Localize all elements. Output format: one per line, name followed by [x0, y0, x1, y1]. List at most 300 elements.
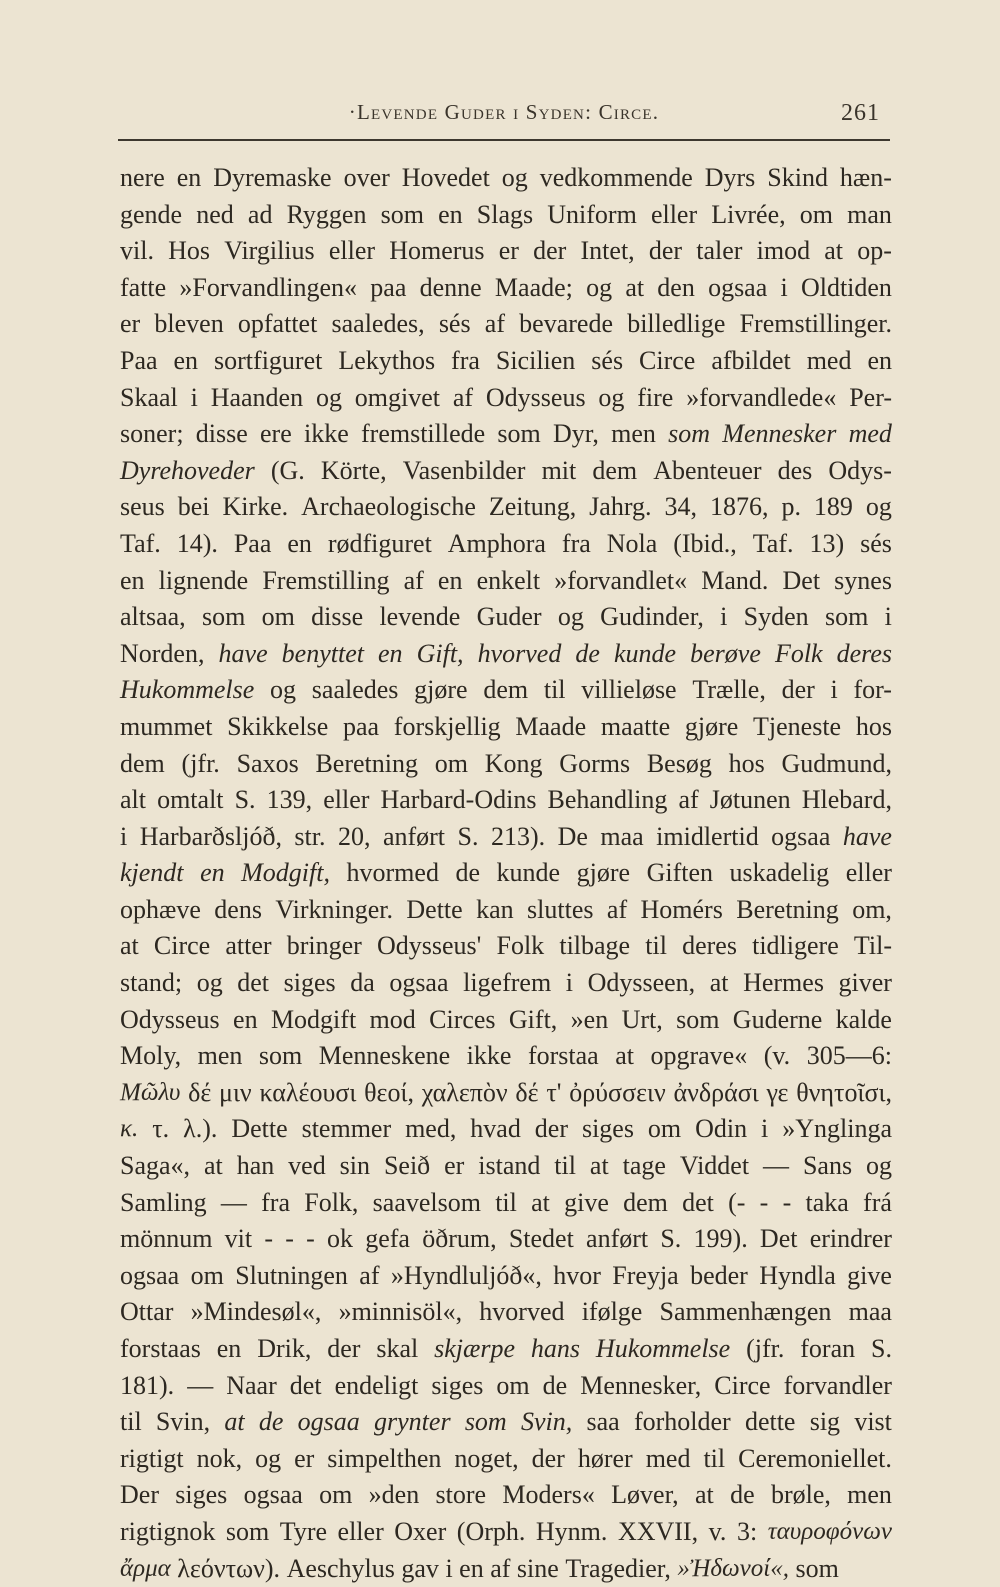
word: ἀνδράσι [673, 1077, 759, 1107]
word: paa [342, 711, 380, 741]
word: S. [660, 1224, 682, 1254]
word: som [225, 1516, 270, 1546]
text-line [120, 197, 892, 234]
word: Harbarðsljóð, [139, 821, 282, 851]
word: til [543, 675, 566, 705]
word: Menneskene [318, 1041, 451, 1071]
word: 139, [266, 785, 313, 815]
word: Odys- [828, 455, 892, 485]
word: Kirke. [222, 492, 289, 522]
word: 14). [176, 528, 218, 558]
word: at [120, 931, 139, 961]
word: villieløse [581, 675, 677, 705]
word: λ.). [183, 1114, 218, 1144]
word: δέ [515, 1077, 539, 1107]
word: af [403, 565, 424, 595]
word: Saxos [236, 748, 299, 778]
word: Taf. [752, 528, 794, 558]
word: deres [836, 638, 892, 668]
word: synes [834, 565, 892, 595]
word: at [224, 1407, 245, 1437]
word: den [657, 272, 695, 302]
word: grynter [374, 1407, 451, 1437]
word: men [197, 1041, 243, 1071]
word: en [200, 858, 225, 888]
word: er [120, 309, 141, 339]
word: de [575, 638, 600, 668]
word: om, [852, 894, 892, 924]
text-line [120, 453, 892, 490]
word: der [533, 236, 567, 266]
word: Sicilien [495, 345, 576, 375]
word: i [190, 382, 198, 412]
running-head [118, 100, 890, 134]
word: »den [368, 1480, 420, 1510]
word: S. [871, 1334, 892, 1363]
word: — [763, 1151, 789, 1181]
word: Drik, [257, 1334, 312, 1363]
word: (jfr. [746, 1334, 785, 1363]
text-line [120, 1404, 892, 1441]
word: seus [120, 492, 165, 522]
word: Nola [606, 528, 658, 558]
word: Moders« [502, 1480, 595, 1510]
word: Slutningen [235, 1260, 348, 1290]
word: Odysseus [485, 382, 586, 412]
word: Haanden [210, 382, 304, 412]
word: er [444, 1151, 465, 1181]
word: brøle, [770, 1480, 831, 1510]
word: eller [328, 236, 376, 266]
word: fra [451, 345, 480, 375]
word: med [806, 345, 852, 375]
word: istand [478, 1151, 541, 1181]
word: fire [637, 382, 674, 412]
word: »Ynglinga [782, 1114, 892, 1144]
word: v. [708, 1516, 727, 1546]
word: stemmer [301, 1114, 392, 1144]
word: Gorms [559, 748, 631, 778]
word: Urt, [621, 1004, 663, 1034]
word: med, [405, 1114, 457, 1144]
word: ogsaa [120, 1260, 180, 1290]
word: Maade; [494, 272, 573, 302]
word: skal [376, 1334, 419, 1363]
word: have [218, 638, 268, 668]
word: Modgift, [241, 858, 330, 888]
text-line [120, 1148, 892, 1185]
word: sés [438, 309, 471, 339]
word: have [842, 821, 892, 851]
word: som [795, 1553, 839, 1583]
word: Hukommelse [595, 1334, 731, 1363]
word: der [648, 236, 683, 266]
word: Circe [153, 931, 211, 961]
word: om [647, 1114, 682, 1144]
word: öðrum, [422, 1224, 497, 1254]
text-line [120, 1368, 892, 1405]
word: ἄρμα [120, 1554, 171, 1582]
text-line [120, 599, 892, 636]
word: og [865, 492, 892, 522]
word: Trælle, [692, 675, 766, 705]
word: ved [288, 1151, 326, 1181]
text-line [120, 1551, 892, 1587]
word: Oxer [394, 1516, 447, 1546]
word: maa [600, 821, 644, 851]
word: saavelsom [372, 1187, 481, 1217]
word: og [255, 1443, 282, 1473]
body-text [120, 160, 892, 1587]
word: de [542, 1370, 568, 1400]
word: Lekythos [338, 345, 436, 375]
word: og [586, 272, 613, 302]
word: gav [401, 1553, 439, 1583]
word: Behandling [547, 785, 668, 815]
word: θεοί, [364, 1077, 414, 1107]
word: »en [570, 1004, 609, 1034]
word: Moly, [120, 1041, 182, 1071]
word: »Mindesøl«, [190, 1297, 322, 1327]
word: Homérs [640, 894, 723, 924]
word: hos [728, 748, 765, 778]
word: rigtigt [120, 1443, 184, 1473]
text-line [120, 1221, 892, 1258]
word: hører [577, 1443, 633, 1473]
word: 13) [809, 528, 845, 558]
word: gjøre [576, 858, 631, 888]
word: Amphora [447, 528, 546, 558]
word: en [287, 528, 312, 558]
word: ikke [466, 1041, 512, 1071]
text-line [120, 343, 892, 380]
word: om [434, 748, 468, 778]
word: om [799, 199, 833, 229]
word: der [327, 1334, 361, 1363]
word: give [564, 1187, 609, 1217]
word: 199). [693, 1224, 748, 1254]
word: en [216, 1334, 242, 1363]
word: som [464, 1407, 507, 1437]
word: i [780, 272, 788, 302]
word: imidlertid [656, 821, 759, 851]
word: af [484, 309, 505, 339]
word: sés [860, 528, 892, 558]
text-line [120, 1185, 892, 1222]
word: δέ [188, 1077, 212, 1107]
word: Saga«, [120, 1151, 191, 1181]
word: Sans [802, 1151, 853, 1181]
word: Beretning [736, 894, 839, 924]
text-line [120, 819, 892, 856]
word: og [501, 163, 528, 192]
word: 3: [736, 1516, 758, 1546]
word: Circes [429, 1004, 496, 1034]
word: 20, [337, 821, 371, 851]
word: berøve [690, 638, 761, 668]
word: mod [369, 1004, 416, 1034]
word: en [459, 1553, 484, 1583]
word: ned [196, 199, 234, 229]
word: p. [781, 492, 801, 522]
word: Odin [695, 1114, 748, 1144]
word: - [759, 1187, 769, 1217]
word: eller [650, 199, 698, 229]
word: siges [581, 1114, 634, 1144]
word: tilbage [559, 931, 631, 961]
word: Gudmund, [781, 748, 892, 778]
text-line [120, 746, 892, 783]
word: Seið [383, 1151, 431, 1181]
word: i [120, 821, 128, 851]
word: dem [592, 455, 638, 485]
word: til [495, 1187, 517, 1217]
word: de [730, 1480, 755, 1510]
word: Vasenbilder [402, 455, 526, 485]
word: af [490, 1553, 511, 1583]
word: til [703, 1443, 726, 1473]
word: Svin, [155, 1407, 211, 1437]
word: Homerus [389, 236, 485, 266]
word: (v. [763, 1041, 791, 1071]
word: som [676, 1004, 720, 1034]
word: καλέουσι [259, 1077, 357, 1107]
word: store [435, 1480, 487, 1510]
word: Ryggen [286, 199, 367, 229]
word: Folk [774, 638, 823, 668]
word: denne [419, 272, 482, 302]
word: Norden, [120, 638, 205, 668]
word: om [261, 602, 295, 632]
word: Odysseus [120, 1004, 220, 1034]
word: en [233, 1004, 258, 1034]
word: forstaa [527, 1041, 599, 1071]
word: disse [195, 419, 248, 449]
word: taka [805, 1187, 849, 1217]
word: Dette [231, 1114, 288, 1144]
word: at [709, 968, 729, 998]
word: da [350, 968, 375, 998]
word: des [777, 455, 813, 485]
word: kunde [614, 638, 677, 668]
word: Odysseus' [376, 931, 482, 961]
word: til [120, 1407, 142, 1437]
text-line [120, 1038, 892, 1075]
word: Modgift [270, 1004, 357, 1034]
word: opfattet [237, 309, 318, 339]
word: De [557, 821, 588, 851]
word: kan [476, 894, 514, 924]
text-line [120, 489, 892, 526]
word: over [343, 163, 390, 192]
word: ogsaa [771, 821, 831, 851]
word: beder [690, 1260, 748, 1290]
text-line [120, 270, 892, 307]
word: det [289, 1370, 322, 1400]
word: nere [120, 163, 165, 192]
word: Aeschylus [286, 1553, 395, 1583]
word: μιν [219, 1077, 252, 1107]
word: »Ἠδωνοί«, [677, 1554, 789, 1582]
word: foran [800, 1334, 856, 1363]
word: vil. [120, 236, 154, 266]
word: str. [294, 821, 326, 851]
word: Dyremaske [213, 163, 332, 192]
word: man [847, 199, 892, 229]
word: som [497, 419, 541, 449]
word: i [761, 1114, 769, 1144]
word: Μῶλυ [120, 1078, 181, 1106]
word: Giften [646, 858, 713, 888]
word: giver [838, 968, 892, 998]
word: ligefrem [463, 968, 552, 998]
word: i [445, 1553, 453, 1583]
word: vit [224, 1224, 253, 1254]
word: 305—6: [806, 1041, 892, 1071]
word: af [359, 1260, 380, 1290]
word: Guderne [732, 1004, 823, 1034]
word: at [625, 272, 645, 302]
word: bringer [286, 931, 362, 961]
word: dem [483, 675, 529, 705]
word: 34, [664, 492, 697, 522]
word: gende [120, 199, 183, 229]
word: Naar [226, 1370, 277, 1400]
word: at [203, 1151, 223, 1181]
word: en [437, 565, 463, 595]
word: op- [857, 236, 892, 266]
header-rule [118, 139, 890, 141]
word: mummet [120, 711, 213, 741]
word: siges [175, 1480, 228, 1510]
word: χαλεπὸν [421, 1077, 508, 1107]
word: Syden [743, 602, 809, 632]
word: Archaeologische [301, 492, 476, 522]
word: og [315, 382, 342, 412]
word: Mand. [701, 565, 769, 595]
word: Dette [406, 894, 463, 924]
word: Besøg [646, 748, 712, 778]
word: forskjellig [393, 711, 501, 741]
word: Uniform [547, 199, 637, 229]
word: Der [120, 1480, 159, 1510]
word: rødfiguret [327, 528, 432, 558]
word: om [496, 1370, 530, 1400]
word: i [565, 968, 573, 998]
word: hans [530, 1334, 581, 1363]
text-line [120, 1514, 892, 1551]
word: hæn- [839, 163, 892, 192]
word: bei [177, 492, 210, 522]
word: atter [225, 931, 272, 961]
word: siges [431, 1370, 484, 1400]
word: Slags [476, 199, 534, 229]
word: Hyndla [759, 1260, 836, 1290]
text-line [120, 1075, 892, 1112]
word: soner; [120, 419, 184, 449]
word: vedkommende [539, 163, 693, 192]
word: Folk [496, 931, 545, 961]
word: og [557, 602, 584, 632]
word: saa [586, 1407, 620, 1437]
word: for- [853, 675, 892, 705]
word: i [720, 602, 728, 632]
word: dette [744, 1407, 796, 1437]
word: maa [848, 1297, 892, 1327]
word: lignende [158, 565, 249, 595]
word: alt [120, 785, 146, 815]
word: S. [234, 785, 256, 815]
word: give [847, 1260, 892, 1290]
word: som [824, 602, 869, 632]
word: simpelthen [327, 1443, 442, 1473]
word: som [258, 1041, 303, 1071]
word: disse [311, 602, 364, 632]
word: »minnisöl«, [338, 1297, 463, 1327]
word: sin [339, 1151, 370, 1181]
word: uskadelig [729, 858, 830, 888]
word: hvorved [477, 638, 562, 668]
word: omtalt [157, 785, 224, 815]
word: Harbard-Odins [380, 785, 537, 815]
text-line [120, 1331, 892, 1368]
word: taler [696, 236, 743, 266]
word: er [498, 236, 519, 266]
word: det [237, 968, 270, 998]
word: Dyr, [553, 419, 599, 449]
word: Virgilius [224, 236, 315, 266]
word: Ottar [120, 1297, 174, 1327]
word: Oldtiden [800, 272, 892, 302]
word: en [176, 163, 202, 192]
word: ogsaa [708, 272, 768, 302]
word: fremstillede [361, 419, 486, 449]
word: 189 [813, 492, 853, 522]
word: Svin, [520, 1407, 573, 1437]
word: rigtignok [120, 1516, 216, 1546]
word: at [824, 236, 844, 266]
word: levende [379, 602, 461, 632]
word: ogsaa [389, 968, 449, 998]
word: om [190, 1260, 224, 1290]
word: Paa [120, 345, 158, 375]
word: de [258, 1407, 284, 1437]
word: benyttet [281, 638, 364, 668]
word: (G. [270, 455, 305, 485]
word: ogsaa [297, 1407, 360, 1437]
word: Hovedet [401, 163, 490, 192]
word: som [380, 199, 424, 229]
text-line [120, 892, 892, 929]
text-line [120, 306, 892, 343]
word: men [847, 1480, 892, 1510]
word: - [285, 1224, 294, 1254]
word: 181). [120, 1370, 175, 1400]
word: fatte [120, 272, 167, 302]
word: med [645, 1443, 691, 1473]
word: anført [586, 1224, 649, 1254]
text-line [120, 636, 892, 673]
word: Livrée, [711, 199, 786, 229]
word: Jøtunen [709, 785, 791, 815]
word: ogsaa [243, 1480, 303, 1510]
word: han [236, 1151, 275, 1181]
word: billedlige [627, 309, 726, 339]
text-line [120, 928, 892, 965]
word: Abenteuer [653, 455, 762, 485]
word: bevarede [519, 309, 613, 339]
word: Per- [849, 382, 892, 412]
